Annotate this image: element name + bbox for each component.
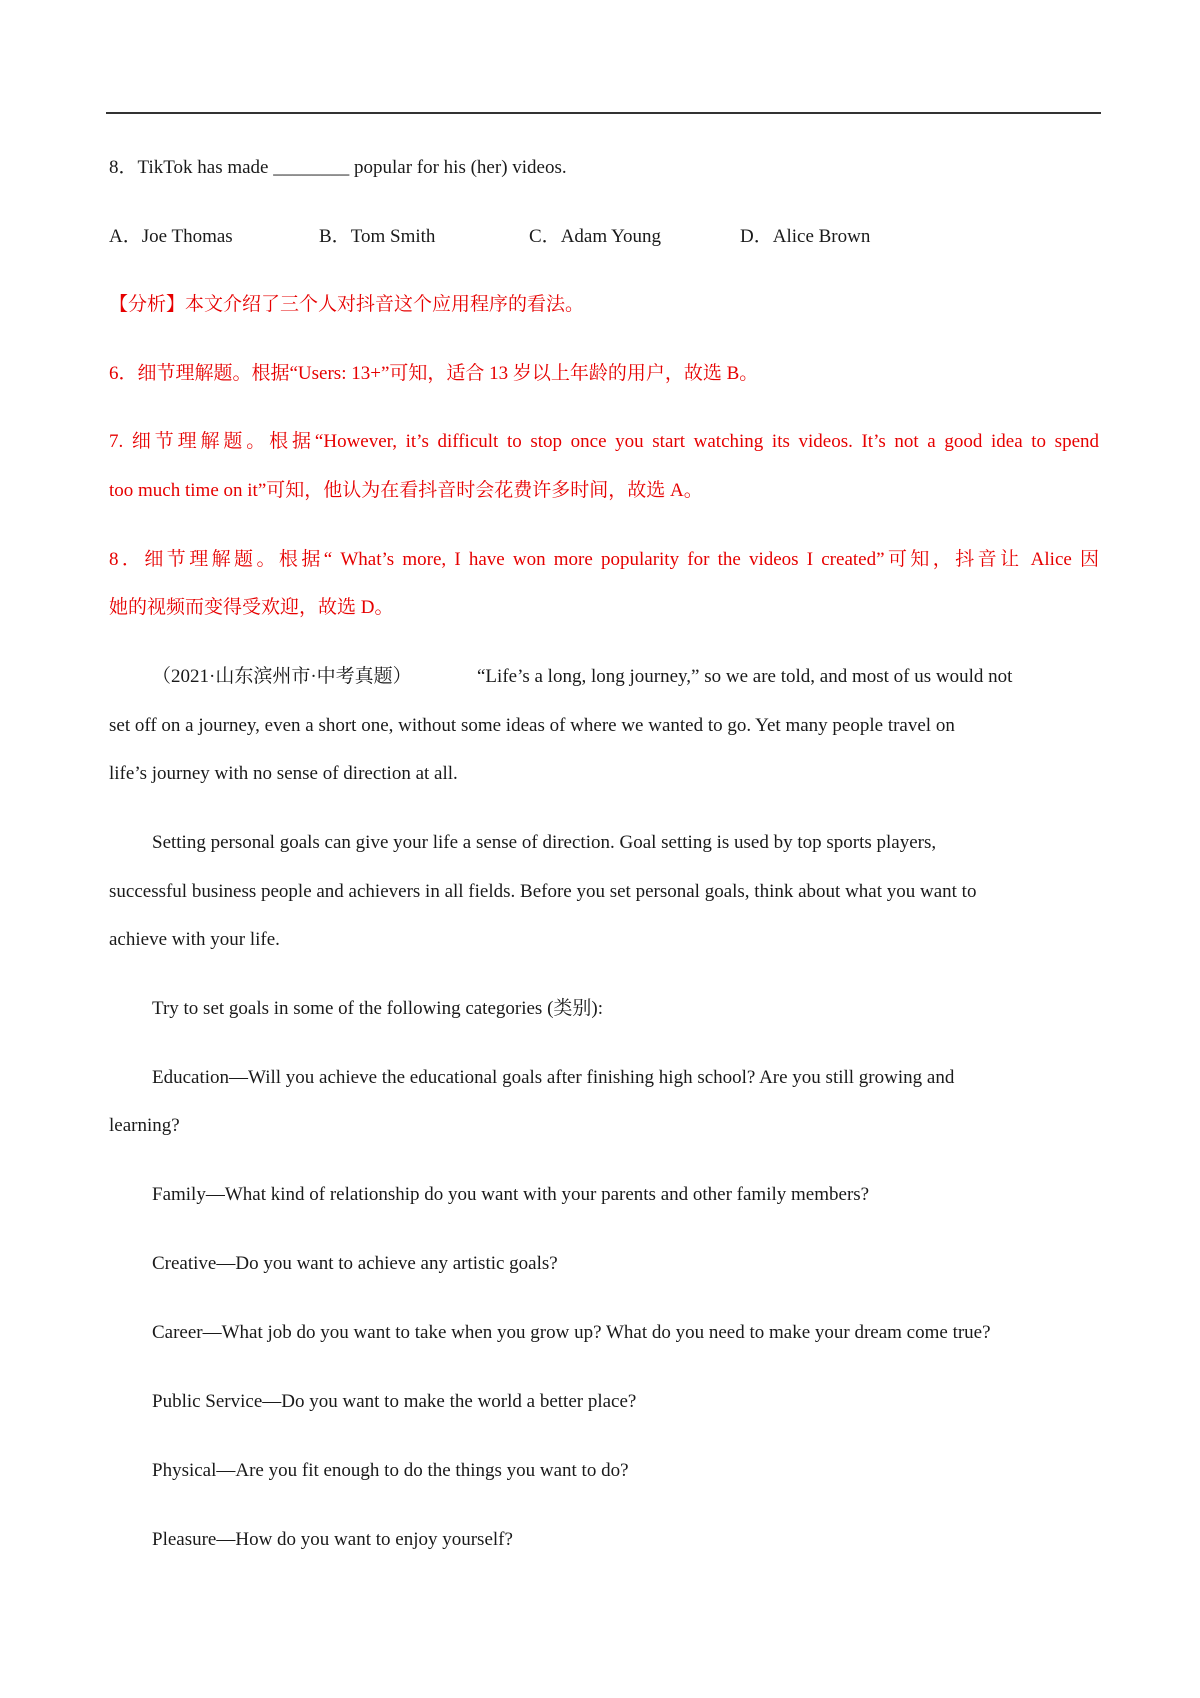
option-label: A． xyxy=(109,226,142,247)
option-d[interactable] xyxy=(740,225,870,249)
category-public-service: Public Service—Do you want to make the world a better place? xyxy=(152,1391,637,1412)
category-education-line-2: learning? xyxy=(109,1115,180,1136)
analysis-item-8-line-2: 她的视频而变得受欢迎，故选 D。 xyxy=(109,597,394,618)
question-text: TikTok has made ________ popular for his (her) videos. xyxy=(137,157,567,178)
passage-paragraph-2-line-1: Setting personal goals can give your life a sense of direction. Goal setting is used by top sports players, xyxy=(152,832,937,853)
analysis-heading: 【分析】 xyxy=(109,294,186,315)
category-pleasure: Pleasure—How do you want to enjoy yourself? xyxy=(152,1529,513,1550)
analysis-summary-text: 本文介绍了三个人对抖音这个应用程序的看法。 xyxy=(185,294,585,315)
header-rule xyxy=(106,112,1101,114)
passage-text: “Life’s a long, long journey,” so we are told, and most of us would not xyxy=(477,666,1013,687)
option-text: Alice Brown xyxy=(772,226,871,247)
option-label: C． xyxy=(529,226,561,247)
option-c[interactable] xyxy=(529,225,661,249)
analysis-item-6: 6．细节理解题。根据“Users: 13+”可知，适合 13 岁以上年龄的用户，故选 B。 xyxy=(109,363,759,384)
option-b[interactable] xyxy=(319,225,435,249)
passage-paragraph-1-line-3: life’s journey with no sense of direction at all. xyxy=(109,763,458,784)
category-career: Career—What job do you want to take when you grow up? What do you need to make your dream come true? xyxy=(152,1322,991,1343)
category-creative: Creative—Do you want to achieve any artistic goals? xyxy=(152,1253,558,1274)
question-number: 8． xyxy=(109,157,138,178)
option-label: D． xyxy=(740,226,773,247)
category-family: Family—What kind of relationship do you want with your parents and other family members? xyxy=(152,1184,870,1205)
analysis-item-7-line-2: too much time on it”可知，他认为在看抖音时会花费许多时间，故选 A。 xyxy=(109,480,703,501)
analysis-summary xyxy=(109,293,584,317)
passage-categories-intro: Try to set goals in some of the following categories (类别): xyxy=(152,998,604,1019)
analysis-item-7-line-1: 7. 细节理解题。根据“However, it’s difficult to stop once you start watching its videos. It’s not a good idea to spend xyxy=(109,431,1099,452)
option-text: Tom Smith xyxy=(350,226,436,247)
option-text: Adam Young xyxy=(560,226,661,247)
passage-paragraph-1-line-2: set off on a journey, even a short one, without some ideas of where we wanted to go. Yet many people travel on xyxy=(109,715,955,736)
passage-paragraph-2-line-2: successful business people and achievers in all fields. Before you set personal goals, think about what you want to xyxy=(109,881,977,902)
category-physical: Physical—Are you fit enough to do the things you want to do? xyxy=(152,1460,629,1481)
passage-source: （2021·山东滨州市·中考真题） xyxy=(152,666,412,687)
category-education-line-1: Education—Will you achieve the educational goals after finishing high school? Are you still growing and xyxy=(152,1067,955,1088)
option-label: B． xyxy=(319,226,351,247)
passage-paragraph-1-line-1 xyxy=(152,665,1012,689)
option-a[interactable] xyxy=(109,225,233,249)
option-text: Joe Thomas xyxy=(141,226,233,247)
passage-paragraph-2-line-3: achieve with your life. xyxy=(109,929,280,950)
analysis-item-8-line-1: 8．细节理解题。根据“ What’s more, I have won more popularity for the videos I created”可知，抖音让 Alice 因 xyxy=(109,549,1099,570)
question-8 xyxy=(109,156,567,180)
